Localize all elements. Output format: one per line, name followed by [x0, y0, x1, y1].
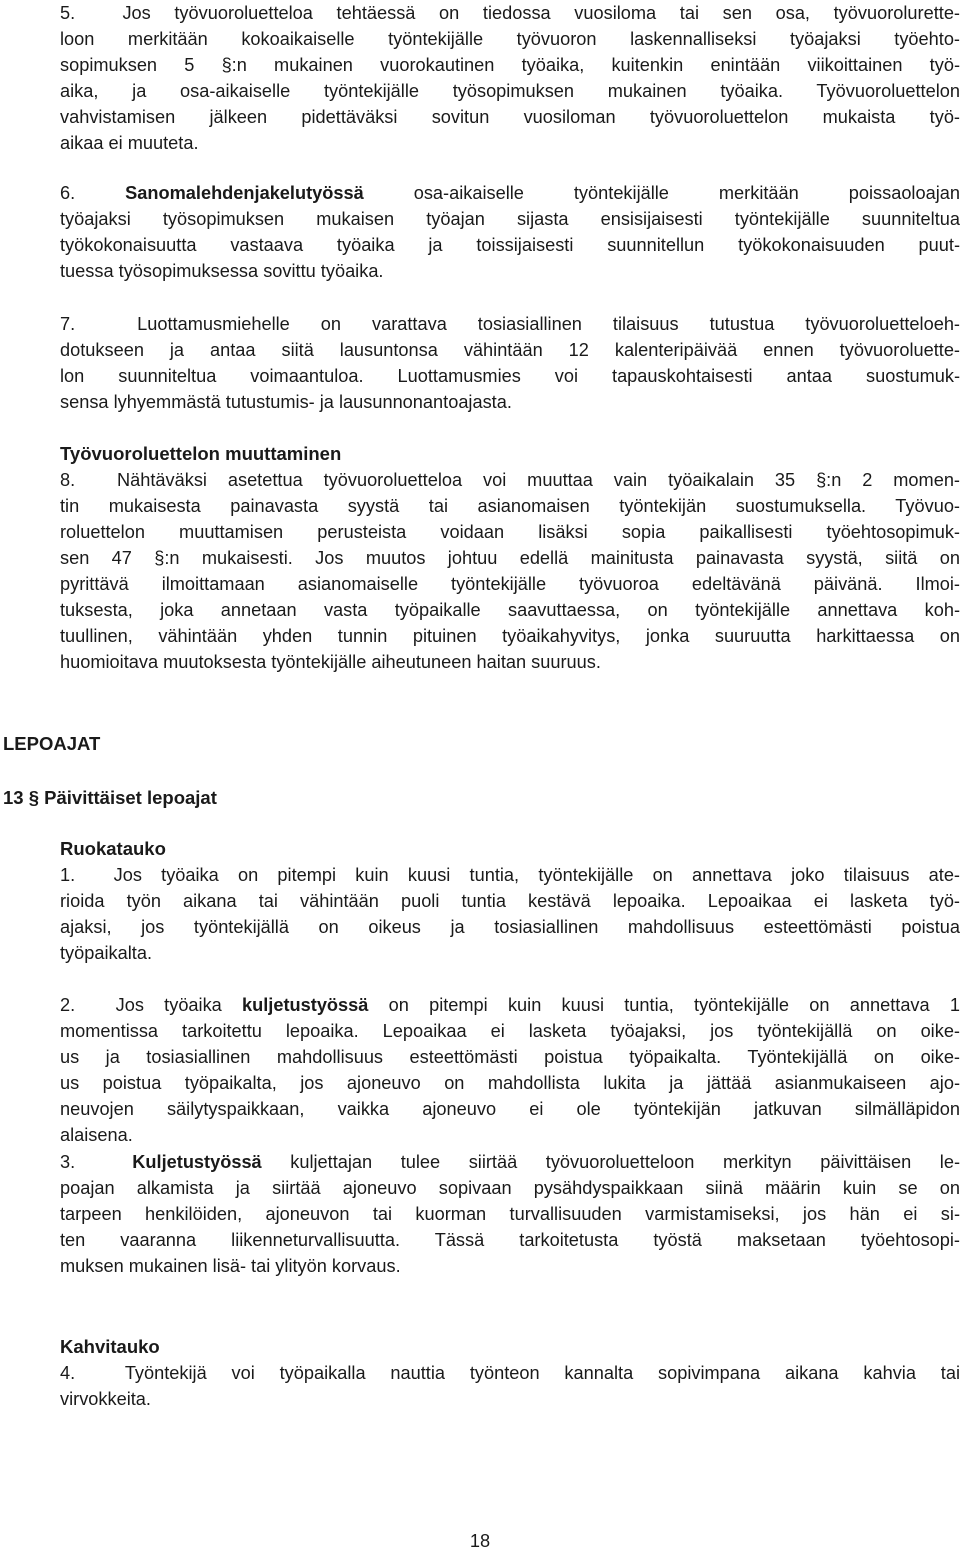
- text-line: vahvistamisen jälkeen pidettäväksi sovitun vuosiloman työvuoroluettelon mukaista työ-: [60, 107, 960, 127]
- text-line: 1. Jos työaika on pitempi kuin kuusi tuntia, työntekijälle on annettava joko tilaisuus ate-: [60, 865, 960, 885]
- text-line: [60, 180, 960, 206]
- bold-term: Kuljetustyössä: [132, 1152, 262, 1172]
- text-line: us poistua työpaikalta, jos ajoneuvo on mahdollista lukita ja jättää asianmukaiseen ajo-: [60, 1073, 960, 1093]
- text-line: työkokonaisuutta vastaava työaika ja toissijaisesti suunnitellun työkokonaisuuden puut-: [60, 235, 960, 255]
- text-line: työajaksi työsopimuksen mukaisen työajan sijasta ensisijaisesti työntekijälle suunniteltua: [60, 209, 960, 229]
- text-line: tarpeen henkilöiden, ajoneuvon tai kuorman turvallisuuden varmistamiseksi, jos hän ei si-: [60, 1204, 960, 1224]
- text-line: tuksesta, joka annetaan vasta työpaikalle saavuttaessa, on työntekijälle annettava koh-: [60, 600, 960, 620]
- subheading-kahvitauko: Kahvitauko: [60, 1336, 160, 1357]
- text-line: sensa lyhyemmästä tutustumis- ja lausunnonantoajasta.: [60, 392, 512, 412]
- paragraph-r3: [60, 1149, 960, 1279]
- text-line: poajan alkamista ja siirtää ajoneuvo sopivaan pysähdyspaikkaan siinä määrin kuin se on: [60, 1178, 960, 1198]
- text-line: 5. Jos työvuoroluetteloa tehtäessä on tiedossa vuosiloma tai sen osa, työvuorolurette-: [60, 3, 960, 23]
- bold-term: kuljetustyössä: [242, 995, 369, 1015]
- item-number: 3.: [60, 1152, 133, 1172]
- text-line: tuullinen, vähintään yhden tunnin pituinen työaikahyvitys, jonka suuruutta harkittaessa on: [60, 626, 960, 646]
- paragraph-8: [60, 467, 960, 675]
- text-line: aikaa ei muuteta.: [60, 133, 199, 153]
- text-line: dotukseen ja antaa siitä lausuntonsa vähintään 12 kalenteripäivää ennen työvuoroluette-: [60, 340, 960, 360]
- text-line: 7. Luottamusmiehelle on varattava tosiasiallinen tilaisuus tutustua työvuoroluetteloeh-: [60, 314, 960, 334]
- text-line: alaisena.: [60, 1125, 133, 1145]
- text-line: roluettelon muuttamisen perusteista voidaan lisäksi sopia paikallisesti työehtosopimuk-: [60, 522, 960, 542]
- text-line: [60, 1149, 960, 1175]
- paragraph-r2: [60, 992, 960, 1148]
- text-line: neuvojen säilytyspaikkaan, vaikka ajoneuvo ei ole työntekijän jatkuvan silmälläpidon: [60, 1099, 960, 1119]
- paragraph-5: [60, 0, 960, 156]
- paragraph-r1: [60, 862, 960, 966]
- text-fragment: kuljettajan tulee siirtää työvuoroluetteloon merkityn päivittäisen le-: [261, 1152, 960, 1172]
- text-line: lon suunniteltua voimaantuloa. Luottamusmies voi tapauskohtaisesti antaa suostumuk-: [60, 366, 960, 386]
- text-line: muksen mukainen lisä- tai ylityön korvaus.: [60, 1256, 401, 1276]
- item-number: 6.: [60, 183, 126, 203]
- text-line: 8. Nähtäväksi asetettua työvuoroluetteloa voi muuttaa vain työaikalain 35 §:n 2 momen-: [60, 470, 960, 490]
- text-line: us ja tosiasiallinen mahdollisuus esteettömästi poistua työpaikalta. Työntekijällä on oike-: [60, 1047, 960, 1067]
- text-line: [60, 992, 960, 1018]
- chapter-heading: LEPOAJAT: [3, 733, 101, 754]
- paragraph-k4: [60, 1360, 960, 1412]
- text-line: pyrittävä ilmoittamaan asianomaiselle työntekijälle työvuoroa edeltävänä päivänä. Ilmoi-: [60, 574, 960, 594]
- item-number: 2. Jos työaika: [60, 995, 243, 1015]
- text-line: sen 47 §:n mukaisesti. Jos muutos johtuu edellä mainitusta painavasta syystä, siitä on: [60, 548, 960, 568]
- text-line: tin mukaisesta painavasta syystä tai asianomaisen työntekijän suostumuksella. Työvuo-: [60, 496, 960, 516]
- text-line: sopimuksen 5 §:n mukainen vuorokautinen työaika, kuitenkin enintään viikoittainen työ-: [60, 55, 960, 75]
- text-line: ten vaaranna liikenneturvallisuutta. Tässä tarkoitetusta työstä maksetaan työehtosopi-: [60, 1230, 960, 1250]
- text-fragment: on pitempi kuin kuusi tuntia, työntekijälle on annettava 1: [368, 995, 960, 1015]
- text-line: huomioitava muutoksesta työntekijälle aiheutuneen haitan suuruus.: [60, 652, 601, 672]
- section-title: 13 § Päivittäiset lepoajat: [3, 787, 217, 808]
- text-line: virvokkeita.: [60, 1389, 151, 1409]
- text-line: ajaksi, jos työntekijällä on oikeus ja tosiasiallinen mahdollisuus esteettömästi poistua: [60, 917, 960, 937]
- paragraph-7: [60, 311, 960, 415]
- text-fragment: osa-aikaiselle työntekijälle merkitään poissaoloajan: [363, 183, 960, 203]
- text-line: tuessa työsopimuksessa sovittu työaika.: [60, 261, 384, 281]
- text-line: rioida työn aikana tai vähintään puoli tuntia kestävä lepoaika. Lepoaikaa ei lasketa työ-: [60, 891, 960, 911]
- text-line: momentissa tarkoitettu lepoaika. Lepoaikaa ei lasketa työajaksi, jos työntekijällä on oike-: [60, 1021, 960, 1041]
- text-line: loon merkitään kokoaikaiselle työntekijälle työvuoron laskennalliseksi työajaksi työehto-: [60, 29, 960, 49]
- bold-term: Sanomalehdenjakelutyössä: [125, 183, 364, 203]
- text-line: työpaikalta.: [60, 943, 153, 963]
- text-line: 4. Työntekijä voi työpaikalla nauttia työnteon kannalta sopivimpana aikana kahvia tai: [60, 1363, 960, 1383]
- page-number: 18: [469, 1531, 491, 1551]
- paragraph-6: [60, 180, 960, 284]
- subheading-ruokatauko: Ruokatauko: [60, 838, 166, 859]
- section-heading: Työvuoroluettelon muuttaminen: [60, 443, 342, 464]
- text-line: aika, ja osa-aikaiselle työntekijälle työsopimuksen mukainen työaika. Työvuoroluettelon: [60, 81, 960, 101]
